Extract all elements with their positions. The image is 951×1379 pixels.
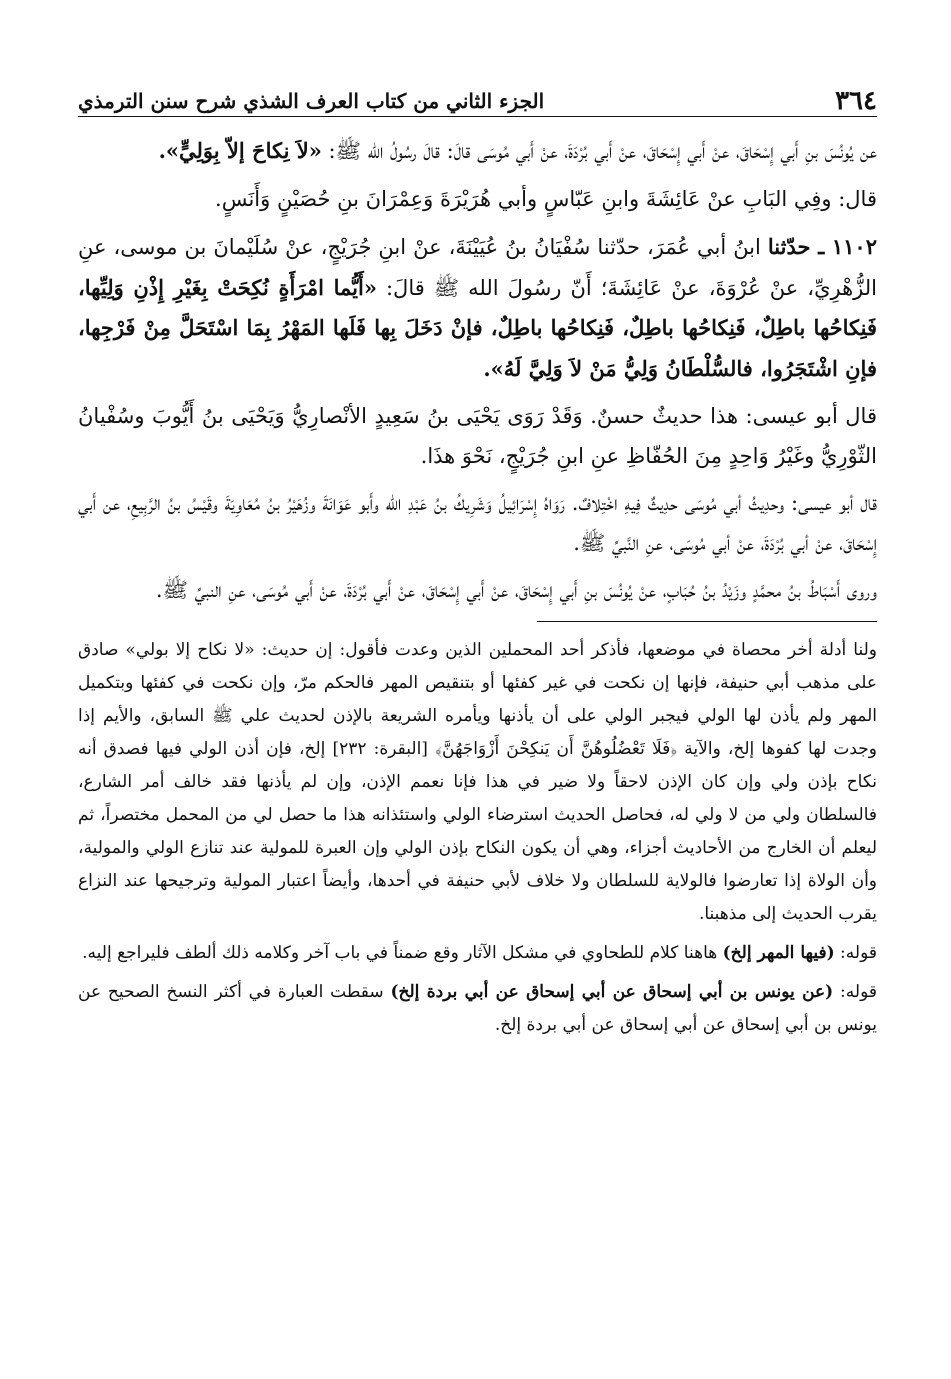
note-lemma: (عن يونس بن أبي إسحاق عن أبي إسحاق عن أبي بردة إلخ) bbox=[390, 981, 834, 1002]
footnote-divider bbox=[537, 621, 877, 622]
note-paragraph-2: قوله: (فيها المهر إلخ) هاهنا كلام للطحاوي في مشكل الآثار وقع ضمناً في باب آخر وكلامه ذلك ألطف فليراجع إليه. bbox=[82, 942, 877, 963]
commentary-paragraph-3: وروى أَسْبَاطُ بنُ محمَّدٍ وزَيْدُ بنُ حُبَابٍ، عنْ يُونُسَ بنِ أَبي إِسْحَاقَ، عنْ أَبي إِسْحَاقَ، عنْ أَبي بُرْدَةَ، عنْ أَبي مُوسَى، عنِ النبيِّ ﷺ. bbox=[155, 578, 877, 602]
note-lemma: (فيها المهر إلخ) bbox=[722, 942, 835, 963]
page-number: ٣٦٤ bbox=[835, 86, 877, 116]
matn-text: «لاَ نِكاحَ إلاّ بِوَلِيٍّ». bbox=[158, 138, 322, 163]
sharh-notes bbox=[78, 634, 877, 1042]
note-paragraph-1: ولنا أدلة أخر محصاة في موضعها، فأذكر أحد المحملين الذين وعدت فأقول: إن حديث: «لا نكاح إلا بولي» صادق على مذهب أبي حنيفة، فإنها إن نكحت في غير كفئها أو بتنقيص المهر فالحكم مرّ، وإن نكحت في كفئها وبتكميل المهر ولم يأذن لها الولي فيجبر الولي على أن يأذنها ويأمره الشريعة بالإذن لحديث علي ﷺ السابق، والأيم إذا وجدت لها كفوها إلخ، والآية ﴿فَلَا تَعْضُلُوهُنَّ أَن يَنكِحْنَ أَزْوَاجَهُنَّ﴾ [البقرة: ٢٣٢] إلخ، فإن أذن الولي فيها فصدق أنه نكاح بإذن ولي وإن كان الإذن لاحقاً ولا ضير في هذا فإنا نعمم الإذن، وإن لم يأذنها فقد خالف أمر الشارع، فالسلطان ولي من لا ولي له، فحاصل الحديث استرضاء الولي واستئذانه هذا ما حصل لي من المحمل مختصراً، ثم ليعلم أن الخارج من الأحاديث أجزاء، وهي أن يكون النكاح بإذن الولي وإن العبرة للمولية عند تنازع الولي والمولية، وأن الولاة إذا تعارضوا فالولاية للسلطان ولا خلاف لأبي حنيفة في أحدها، وأيضاً اعتبار المولية وترجيحها عند النزاع يقرب الحديث إلى مذهبنا. bbox=[78, 639, 878, 924]
commentary-paragraph-2: قال أبو عيسى: وحدِيثُ أبي مُوسَى حدِيثٌ فِيهِ اخْتِلافٌ. رَوَاهُ إِسْرَائِيلُ وَشَرِيكُ بنُ عَبْدِ الله وأَبو عَوَانَةَ وزُهَيْرُ بنُ مُعَاوِيَةَ وقَيْسُ بنُ الرَّبِيعِ، عن أَبي إِسْحَاقَ، عنْ أبي بُرْدَةَ، عنْ أبي مُوسَى، عنِ النَّبيِّ ﷺ. bbox=[78, 491, 877, 555]
isnad-text: ابنُ أبي عُمَرَ، حدّثنا سُفْيَانُ بنُ عُيَيْنَةَ، عنْ ابنِ جُرَيْجٍ، عنْ سُلَيْمانَ بن موسى، عنِ الزُّهْرِيِّ، عنْ عُرْوَةَ، عنْ عَائِشَةَ؛ أَنّ رسُولَ الله ﷺ قالَ: bbox=[78, 235, 877, 300]
commentary-paragraph-1: قال أبو عيسى: هذا حديثٌ حسنٌ. وَقَدْ رَوَى يَحْيَى بنُ سَعِيدٍ الأنْصارِيُّ وَيَحْيَى بنُ أَيُّوبَ وسُفْيانُ الثّوْرِيُّ وغَيْرُ وَاحِدٍ مِنَ الحُفّاظِ عنِ ابنِ جُرَيْجٍ، نَحْوَ هذَا. bbox=[78, 404, 877, 468]
bab-paragraph: قال: وفِي البَابِ عنْ عَائِشَةَ وابنِ عَبّاسٍ وأبي هُرَيْرَةَ وَعِمْرَانَ بنِ حُصَيْنٍ وَأَنَسٍ. bbox=[215, 186, 877, 211]
hadith-paragraph-1102 bbox=[78, 227, 877, 389]
running-header bbox=[78, 80, 877, 117]
isnad-text: عن يُونُسَ بنِ أَبي إِسْحَاقَ، عنْ أَبي إِسْحَاقَ، عنْ أَبي بُرْدَةَ، عنْ أَبي مُوسَى قالَ: قالَ رسُولُ الله ﷺ: bbox=[321, 139, 877, 163]
book-title: الجزء الثاني من كتاب العرف الشذي شرح سنن الترمذي bbox=[78, 89, 545, 113]
hadith-paragraph-1 bbox=[78, 131, 877, 172]
note-paragraph-3: قوله: (عن يونس بن أبي إسحاق عن أبي إسحاق عن أبي بردة إلخ) سقطت العبارة في أكثر النسخ الصحيح عن يونس بن أبي إسحاق عن أبي إسحاق عن أبي بردة إلخ. bbox=[78, 981, 877, 1035]
hadith-number: ١١٠٢ ـ حدّثنا bbox=[767, 234, 877, 259]
matn-text: «أَيُّما امْرَأَةٍ نُكِحَتْ بِغَيْرِ إِذْنِ وَلِيِّها، فَنِكاحُها باطِلٌ، فَنِكاحُها باطِلٌ، فَنِكاحُها باطِلٌ، فإنْ دَخَلَ بِها فَلَها المَهْرُ بِمَا اسْتَحَلَّ مِنْ فَرْجِها، فإنِ اشْتَجَرُوا، فالسُّلْطَانُ وَلِيُّ مَنْ لاَ وَلِيَّ لَهُ». bbox=[78, 274, 877, 381]
main-text bbox=[78, 131, 877, 611]
